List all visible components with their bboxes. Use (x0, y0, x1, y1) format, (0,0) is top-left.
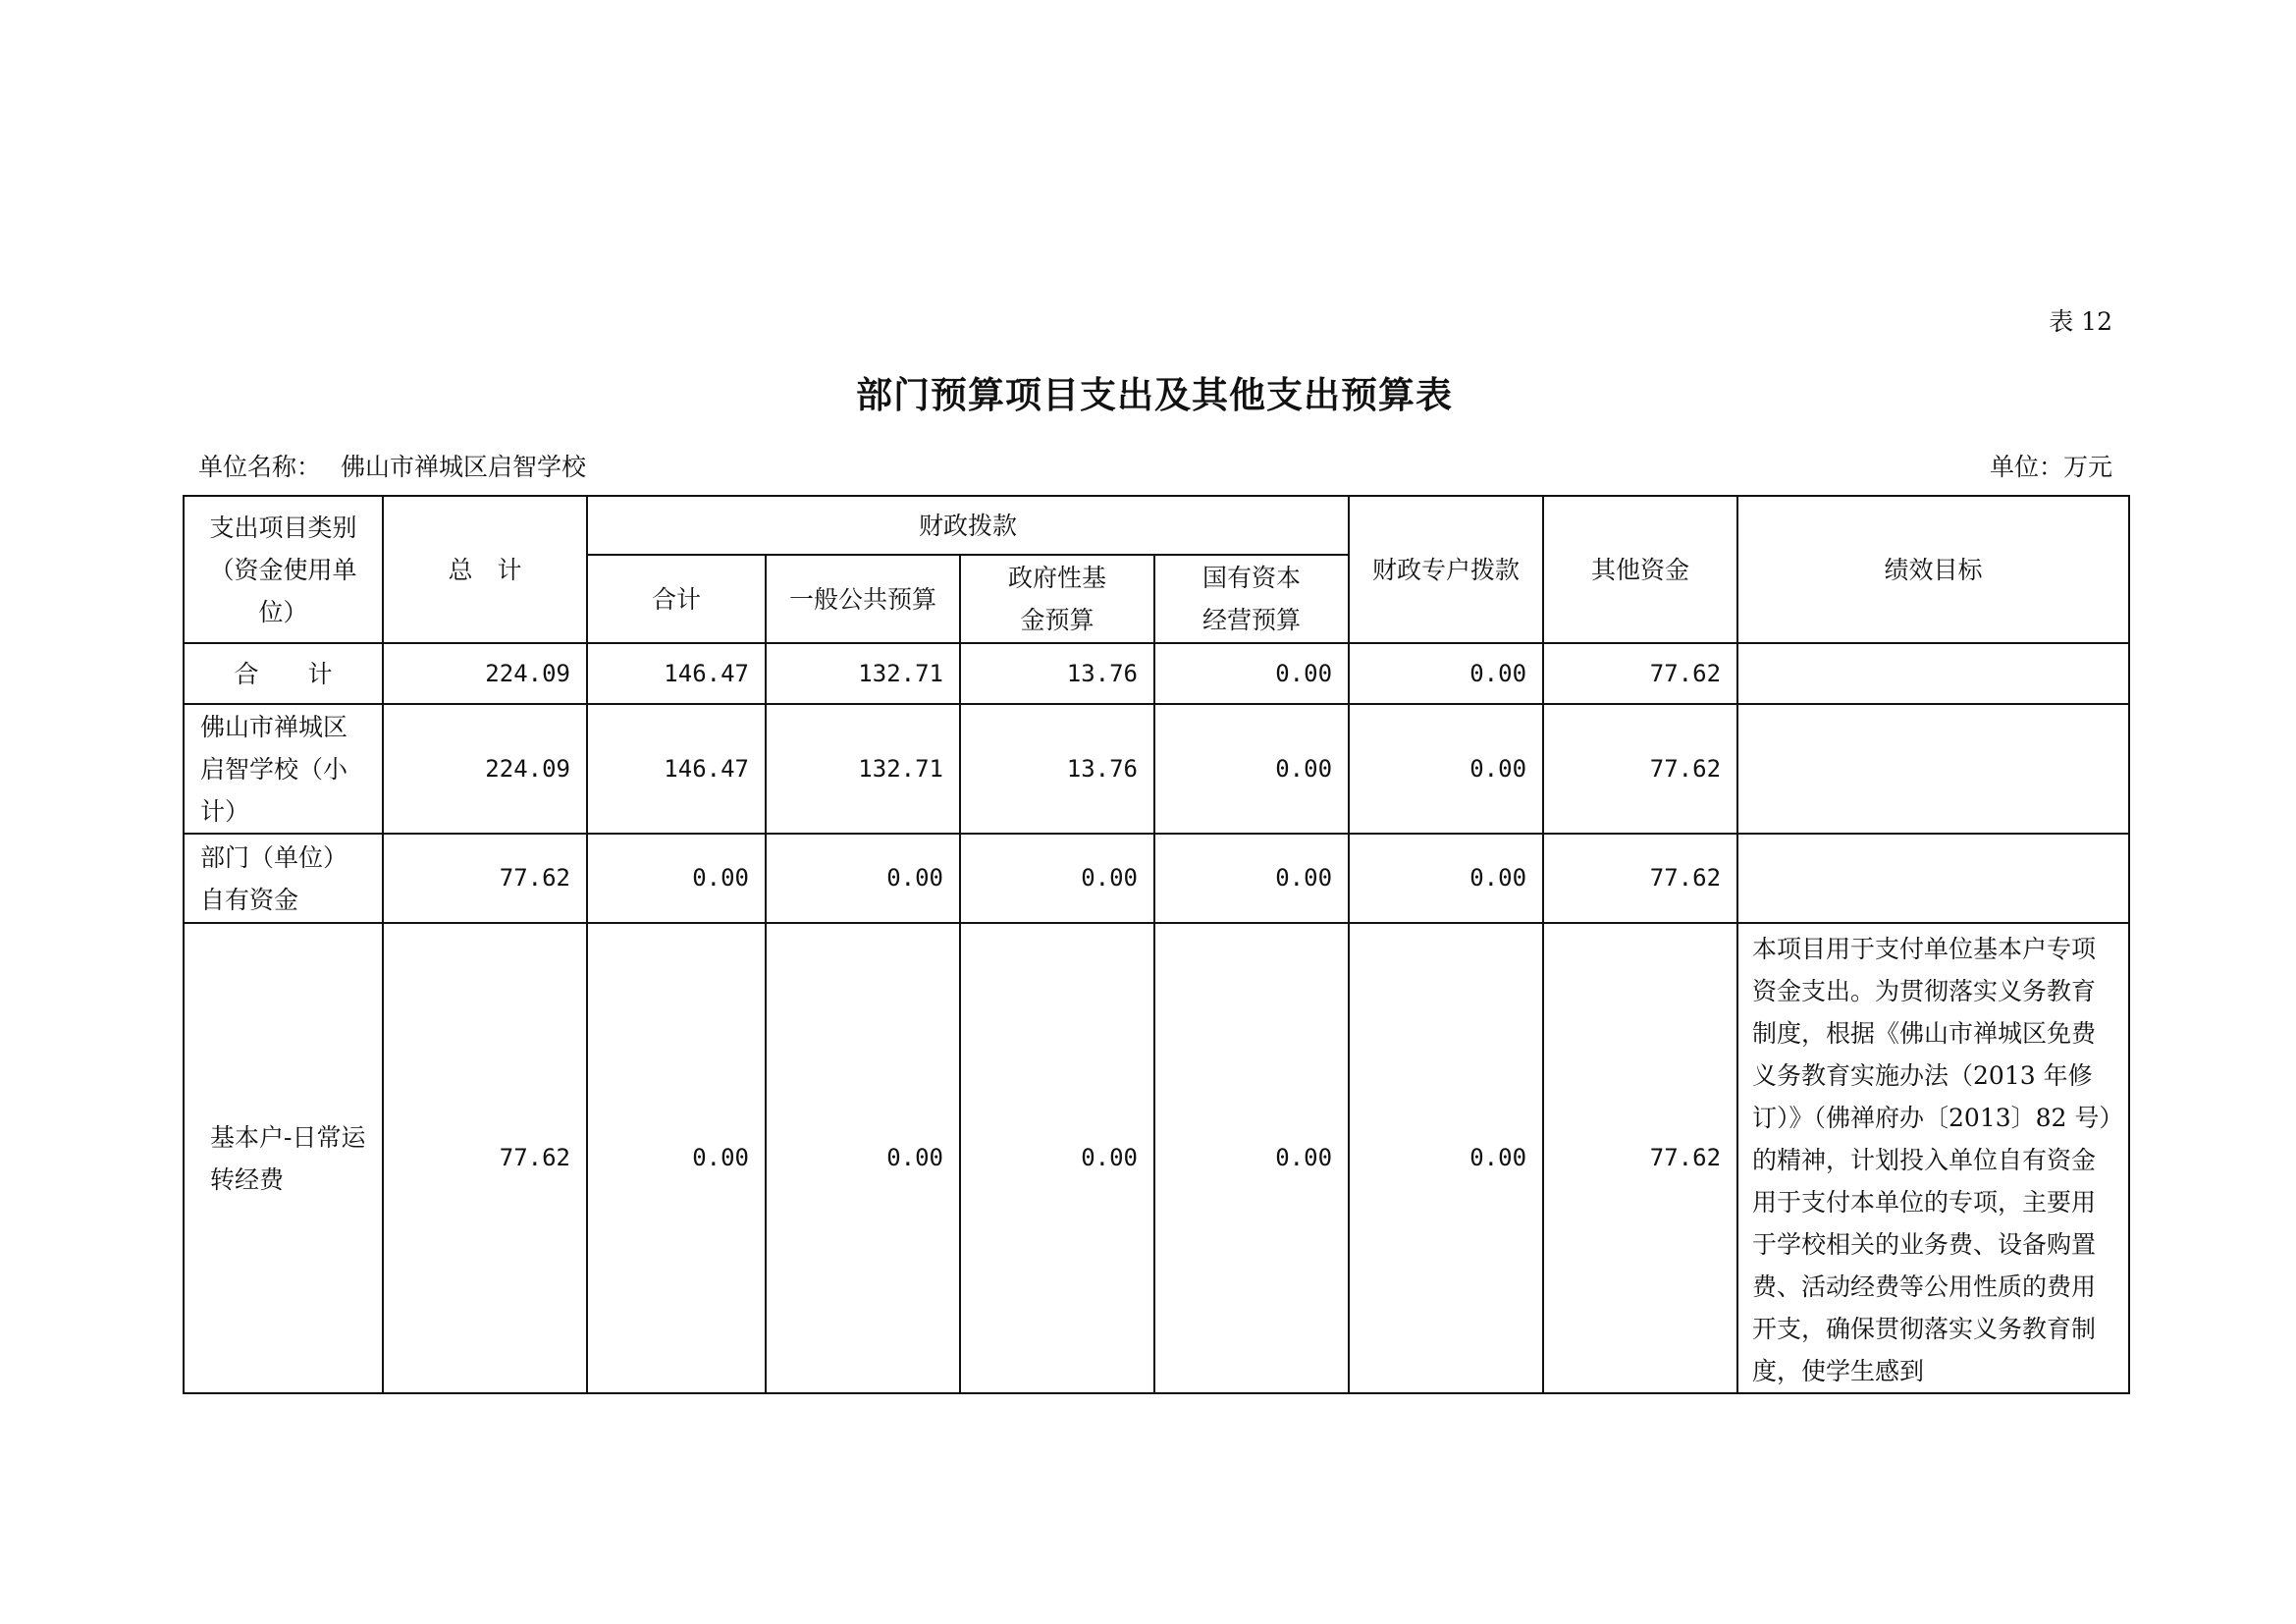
row-general-budget: 132.71 (766, 704, 960, 834)
row-fiscal-sum: 0.00 (587, 834, 766, 923)
row-performance (1737, 643, 2129, 704)
row-general-budget: 132.71 (766, 643, 960, 704)
row-other-funds: 77.62 (1543, 643, 1737, 704)
unit-name-label: 单位名称： (198, 453, 322, 481)
row-gov-fund: 0.00 (960, 923, 1154, 1393)
header-state-capital: 国有资本经营预算 (1154, 555, 1349, 643)
row-general-budget: 0.00 (766, 923, 960, 1393)
row-special-account: 0.00 (1349, 704, 1543, 834)
row-state-capital: 0.00 (1154, 923, 1349, 1393)
header-fiscal-allocation: 财政拨款 (587, 496, 1349, 555)
row-special-account: 0.00 (1349, 834, 1543, 923)
header-general-budget: 一般公共预算 (766, 555, 960, 643)
row-performance (1737, 704, 2129, 834)
row-other-funds: 77.62 (1543, 923, 1737, 1393)
table-row (184, 643, 2129, 704)
page-title: 部门预算项目支出及其他支出预算表 (856, 373, 1453, 416)
row-gov-fund: 0.00 (960, 834, 1154, 923)
row-state-capital: 0.00 (1154, 704, 1349, 834)
table-row (184, 923, 2129, 1393)
table-number: 表 12 (2049, 307, 2112, 336)
header-other-funds: 其他资金 (1543, 496, 1737, 643)
unit-name-value: 佛山市禅城区启智学校 (341, 453, 587, 481)
row-other-funds: 77.62 (1543, 704, 1737, 834)
row-fiscal-sum: 0.00 (587, 923, 766, 1393)
header-row-1 (184, 496, 2129, 555)
header-category: 支出项目类别（资金使用单位） (184, 496, 383, 643)
currency-unit: 单位：万元 (1989, 453, 2112, 481)
row-performance (1737, 834, 2129, 923)
row-total: 77.62 (383, 923, 587, 1393)
header-total: 总 计 (383, 496, 587, 643)
row-other-funds: 77.62 (1543, 834, 1737, 923)
row-category: 佛山市禅城区启智学校（小计） (184, 704, 383, 834)
row-state-capital: 0.00 (1154, 643, 1349, 704)
header-gov-fund: 政府性基金预算 (960, 555, 1154, 643)
row-state-capital: 0.00 (1154, 834, 1349, 923)
row-fiscal-sum: 146.47 (587, 704, 766, 834)
header-special-account: 财政专户拨款 (1349, 496, 1543, 643)
row-performance: 本项目用于支付单位基本户专项资金支出。为贯彻落实义务教育制度，根据《佛山市禅城区免费义务教育实施办法（2013 年修订）》（佛禅府办〔2013〕82 号）的精神，计划投入单位自有资金用于支付本单位的专项，主要用于学校相关的业务费、设备购置费、活动经费等公用性质的费用开支，确保贯彻落实义务教育制度，使学生感到 (1737, 923, 2129, 1393)
row-category: 合 计 (184, 643, 383, 704)
row-gov-fund: 13.76 (960, 643, 1154, 704)
budget-table (183, 495, 2130, 1394)
row-special-account: 0.00 (1349, 923, 1543, 1393)
header-performance: 绩效目标 (1737, 496, 2129, 643)
row-fiscal-sum: 146.47 (587, 643, 766, 704)
table-row (184, 704, 2129, 834)
row-special-account: 0.00 (1349, 643, 1543, 704)
row-total: 224.09 (383, 643, 587, 704)
row-general-budget: 0.00 (766, 834, 960, 923)
table-row (184, 834, 2129, 923)
header-fiscal-sum: 合计 (587, 555, 766, 643)
row-gov-fund: 13.76 (960, 704, 1154, 834)
row-total: 224.09 (383, 704, 587, 834)
row-category: 基本户-日常运转经费 (184, 923, 383, 1393)
unit-name-line (198, 448, 586, 483)
row-total: 77.62 (383, 834, 587, 923)
row-category: 部门（单位）自有资金 (184, 834, 383, 923)
